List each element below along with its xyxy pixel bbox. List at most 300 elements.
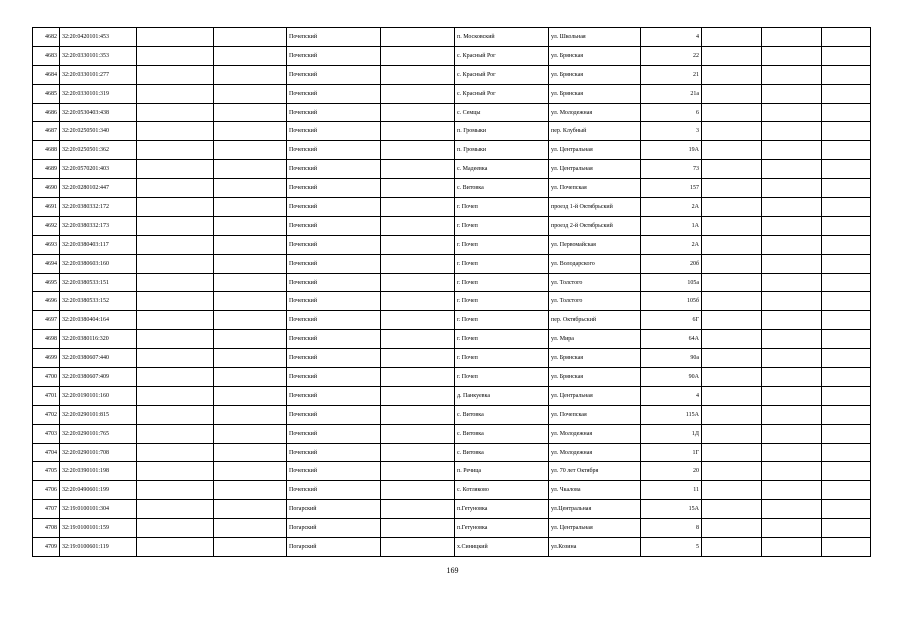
empty-cell: [702, 349, 762, 368]
empty-cell: [214, 330, 287, 349]
cadastral-number-cell: 32:20:0490601:199: [60, 481, 137, 500]
table-row: [33, 405, 871, 424]
street-cell: ул. Чкалова: [549, 481, 641, 500]
empty-cell: [702, 443, 762, 462]
empty-cell: [762, 424, 822, 443]
row-number-cell: 4705: [33, 462, 60, 481]
empty-cell: [822, 424, 871, 443]
cadastral-number-cell: 32:19:0100601:119: [60, 538, 137, 557]
cadastral-number-cell: 32:20:0390101:198: [60, 462, 137, 481]
empty-cell: [137, 141, 214, 160]
district-cell: Почепский: [287, 254, 381, 273]
empty-cell: [762, 103, 822, 122]
empty-cell: [762, 481, 822, 500]
house-number-cell: 1Д: [641, 424, 702, 443]
empty-cell: [822, 28, 871, 47]
row-number-cell: 4691: [33, 198, 60, 217]
settlement-cell: с. Витовка: [455, 179, 549, 198]
empty-cell: [381, 273, 455, 292]
empty-cell: [137, 122, 214, 141]
table-row: [33, 103, 871, 122]
empty-cell: [702, 198, 762, 217]
empty-cell: [214, 292, 287, 311]
empty-cell: [762, 84, 822, 103]
cadastral-number-cell: 32:20:0290101:708: [60, 443, 137, 462]
house-number-cell: 105б: [641, 292, 702, 311]
row-number-cell: 4683: [33, 46, 60, 65]
table-row: [33, 330, 871, 349]
district-cell: Почепский: [287, 179, 381, 198]
empty-cell: [137, 368, 214, 387]
house-number-cell: 22: [641, 46, 702, 65]
empty-cell: [381, 443, 455, 462]
district-cell: Почепский: [287, 330, 381, 349]
empty-cell: [822, 141, 871, 160]
house-number-cell: 21а: [641, 84, 702, 103]
settlement-cell: г. Почеп: [455, 292, 549, 311]
empty-cell: [214, 254, 287, 273]
empty-cell: [702, 386, 762, 405]
empty-cell: [762, 198, 822, 217]
empty-cell: [214, 386, 287, 405]
settlement-cell: с. Витовка: [455, 443, 549, 462]
district-cell: Почепский: [287, 368, 381, 387]
empty-cell: [381, 481, 455, 500]
row-number-cell: 4692: [33, 216, 60, 235]
cadastral-number-cell: 32:20:0380533:152: [60, 292, 137, 311]
empty-cell: [702, 84, 762, 103]
settlement-cell: с. Красный Рог: [455, 84, 549, 103]
empty-cell: [762, 405, 822, 424]
cadastral-number-cell: 32:20:0330101:319: [60, 84, 137, 103]
empty-cell: [214, 405, 287, 424]
house-number-cell: 6: [641, 103, 702, 122]
empty-cell: [822, 273, 871, 292]
house-number-cell: 1Г: [641, 443, 702, 462]
empty-cell: [214, 216, 287, 235]
empty-cell: [762, 292, 822, 311]
empty-cell: [822, 462, 871, 481]
street-cell: ул. Мира: [549, 330, 641, 349]
empty-cell: [822, 179, 871, 198]
district-cell: Почепский: [287, 235, 381, 254]
street-cell: ул. Центральная: [549, 160, 641, 179]
empty-cell: [137, 386, 214, 405]
settlement-cell: д. Панкуевка: [455, 386, 549, 405]
row-number-cell: 4699: [33, 349, 60, 368]
empty-cell: [702, 46, 762, 65]
street-cell: ул. Брянская: [549, 84, 641, 103]
house-number-cell: 11: [641, 481, 702, 500]
cadastral-number-cell: 32:20:0250501:362: [60, 141, 137, 160]
street-cell: ул. Молодежная: [549, 103, 641, 122]
empty-cell: [762, 235, 822, 254]
row-number-cell: 4689: [33, 160, 60, 179]
empty-cell: [381, 235, 455, 254]
empty-cell: [702, 273, 762, 292]
empty-cell: [822, 216, 871, 235]
house-number-cell: 115А: [641, 405, 702, 424]
empty-cell: [702, 122, 762, 141]
empty-cell: [137, 84, 214, 103]
settlement-cell: п.Гетуновка: [455, 500, 549, 519]
empty-cell: [214, 311, 287, 330]
empty-cell: [762, 443, 822, 462]
table-row: [33, 311, 871, 330]
empty-cell: [137, 273, 214, 292]
settlement-cell: г. Почеп: [455, 368, 549, 387]
house-number-cell: 19А: [641, 141, 702, 160]
district-cell: Почепский: [287, 103, 381, 122]
empty-cell: [822, 65, 871, 84]
street-cell: проезд 1-й Октябрьский: [549, 198, 641, 217]
empty-cell: [822, 198, 871, 217]
empty-cell: [822, 254, 871, 273]
settlement-cell: г. Почеп: [455, 330, 549, 349]
empty-cell: [137, 405, 214, 424]
house-number-cell: 3: [641, 122, 702, 141]
empty-cell: [214, 368, 287, 387]
row-number-cell: 4688: [33, 141, 60, 160]
table-row: [33, 198, 871, 217]
data-table: [32, 27, 871, 557]
table-row: [33, 538, 871, 557]
empty-cell: [137, 65, 214, 84]
empty-cell: [214, 481, 287, 500]
empty-cell: [702, 500, 762, 519]
district-cell: Почепский: [287, 311, 381, 330]
empty-cell: [762, 519, 822, 538]
empty-cell: [381, 538, 455, 557]
district-cell: Почепский: [287, 198, 381, 217]
cadastral-number-cell: 32:20:0380533:151: [60, 273, 137, 292]
row-number-cell: 4703: [33, 424, 60, 443]
empty-cell: [214, 273, 287, 292]
empty-cell: [822, 481, 871, 500]
empty-cell: [822, 122, 871, 141]
empty-cell: [702, 292, 762, 311]
row-number-cell: 4709: [33, 538, 60, 557]
settlement-cell: х.Синицкий: [455, 538, 549, 557]
empty-cell: [762, 46, 822, 65]
empty-cell: [762, 122, 822, 141]
settlement-cell: п. Громыки: [455, 141, 549, 160]
district-cell: Погарский: [287, 538, 381, 557]
row-number-cell: 4700: [33, 368, 60, 387]
empty-cell: [137, 28, 214, 47]
street-cell: ул. Центральная: [549, 386, 641, 405]
empty-cell: [137, 103, 214, 122]
row-number-cell: 4696: [33, 292, 60, 311]
empty-cell: [214, 443, 287, 462]
empty-cell: [381, 311, 455, 330]
empty-cell: [137, 424, 214, 443]
empty-cell: [702, 462, 762, 481]
settlement-cell: с. Семцы: [455, 103, 549, 122]
empty-cell: [214, 179, 287, 198]
empty-cell: [822, 160, 871, 179]
settlement-cell: с. Витовка: [455, 424, 549, 443]
empty-cell: [702, 216, 762, 235]
empty-cell: [137, 500, 214, 519]
empty-cell: [822, 292, 871, 311]
empty-cell: [381, 122, 455, 141]
empty-cell: [381, 405, 455, 424]
empty-cell: [702, 368, 762, 387]
empty-cell: [137, 519, 214, 538]
street-cell: ул. Брянская: [549, 46, 641, 65]
row-number-cell: 4695: [33, 273, 60, 292]
empty-cell: [381, 28, 455, 47]
empty-cell: [214, 28, 287, 47]
empty-cell: [381, 386, 455, 405]
table-row: [33, 349, 871, 368]
district-cell: Почепский: [287, 405, 381, 424]
table-row: [33, 481, 871, 500]
empty-cell: [702, 424, 762, 443]
empty-cell: [822, 386, 871, 405]
street-cell: ул. 70 лет Октября: [549, 462, 641, 481]
district-cell: Почепский: [287, 424, 381, 443]
empty-cell: [702, 160, 762, 179]
empty-cell: [137, 538, 214, 557]
settlement-cell: с. Красный Рог: [455, 65, 549, 84]
empty-cell: [137, 235, 214, 254]
empty-cell: [702, 538, 762, 557]
empty-cell: [214, 462, 287, 481]
empty-cell: [702, 103, 762, 122]
table-row: [33, 160, 871, 179]
empty-cell: [702, 179, 762, 198]
table-row: [33, 141, 871, 160]
district-cell: Почепский: [287, 386, 381, 405]
empty-cell: [762, 311, 822, 330]
street-cell: ул. Почепская: [549, 179, 641, 198]
settlement-cell: г. Почеп: [455, 198, 549, 217]
empty-cell: [137, 254, 214, 273]
table-row: [33, 386, 871, 405]
empty-cell: [702, 481, 762, 500]
cadastral-number-cell: 32:20:0380603:160: [60, 254, 137, 273]
street-cell: ул. Центральная: [549, 519, 641, 538]
district-cell: Почепский: [287, 46, 381, 65]
empty-cell: [137, 349, 214, 368]
empty-cell: [762, 179, 822, 198]
settlement-cell: с. Витовка: [455, 405, 549, 424]
settlement-cell: с. Мадеевка: [455, 160, 549, 179]
district-cell: Почепский: [287, 216, 381, 235]
district-cell: Почепский: [287, 462, 381, 481]
empty-cell: [381, 141, 455, 160]
table-row: [33, 500, 871, 519]
empty-cell: [702, 311, 762, 330]
empty-cell: [214, 424, 287, 443]
empty-cell: [214, 538, 287, 557]
table-row: [33, 122, 871, 141]
empty-cell: [702, 254, 762, 273]
row-number-cell: 4706: [33, 481, 60, 500]
cadastral-number-cell: 32:20:0250501:340: [60, 122, 137, 141]
empty-cell: [137, 46, 214, 65]
empty-cell: [762, 386, 822, 405]
row-number-cell: 4693: [33, 235, 60, 254]
table-row: [33, 254, 871, 273]
empty-cell: [822, 349, 871, 368]
street-cell: пер. Клубный: [549, 122, 641, 141]
house-number-cell: 20: [641, 462, 702, 481]
street-cell: ул. Толстого: [549, 292, 641, 311]
cadastral-number-cell: 32:20:0380404:164: [60, 311, 137, 330]
street-cell: ул. Брянская: [549, 65, 641, 84]
empty-cell: [214, 198, 287, 217]
table-row: [33, 235, 871, 254]
empty-cell: [381, 254, 455, 273]
district-cell: Почепский: [287, 349, 381, 368]
empty-cell: [762, 462, 822, 481]
table-row: [33, 292, 871, 311]
empty-cell: [214, 46, 287, 65]
district-cell: Почепский: [287, 481, 381, 500]
house-number-cell: 21: [641, 65, 702, 84]
cadastral-number-cell: 32:20:0420101:453: [60, 28, 137, 47]
empty-cell: [214, 65, 287, 84]
empty-cell: [137, 198, 214, 217]
empty-cell: [702, 330, 762, 349]
district-cell: Почепский: [287, 65, 381, 84]
empty-cell: [214, 122, 287, 141]
cadastral-number-cell: 32:20:0380332:173: [60, 216, 137, 235]
empty-cell: [822, 368, 871, 387]
house-number-cell: 4: [641, 386, 702, 405]
empty-cell: [214, 519, 287, 538]
empty-cell: [137, 292, 214, 311]
empty-cell: [762, 141, 822, 160]
empty-cell: [822, 500, 871, 519]
empty-cell: [822, 235, 871, 254]
street-cell: ул. Толстого: [549, 273, 641, 292]
house-number-cell: 20б: [641, 254, 702, 273]
street-cell: ул. Володарского: [549, 254, 641, 273]
settlement-cell: г. Почеп: [455, 235, 549, 254]
empty-cell: [381, 65, 455, 84]
empty-cell: [762, 254, 822, 273]
street-cell: ул. Брянская: [549, 349, 641, 368]
empty-cell: [381, 349, 455, 368]
page-number: 169: [446, 566, 459, 575]
settlement-cell: п. Громыки: [455, 122, 549, 141]
cadastral-number-cell: 32:20:0190101:160: [60, 386, 137, 405]
empty-cell: [381, 500, 455, 519]
row-number-cell: 4697: [33, 311, 60, 330]
settlement-cell: г. Почеп: [455, 349, 549, 368]
house-number-cell: 157: [641, 179, 702, 198]
house-number-cell: 90а: [641, 349, 702, 368]
district-cell: Почепский: [287, 28, 381, 47]
table-row: [33, 28, 871, 47]
district-cell: Почепский: [287, 292, 381, 311]
row-number-cell: 4687: [33, 122, 60, 141]
street-cell: пер. Октябрьский: [549, 311, 641, 330]
empty-cell: [381, 424, 455, 443]
street-cell: ул. Молодежная: [549, 424, 641, 443]
empty-cell: [822, 519, 871, 538]
house-number-cell: 105а: [641, 273, 702, 292]
cadastral-number-cell: 32:20:0380403:117: [60, 235, 137, 254]
empty-cell: [702, 519, 762, 538]
street-cell: проезд 2-й Октябрьский: [549, 216, 641, 235]
table-row: [33, 65, 871, 84]
house-number-cell: 6Г: [641, 311, 702, 330]
empty-cell: [762, 28, 822, 47]
house-number-cell: 64А: [641, 330, 702, 349]
empty-cell: [214, 500, 287, 519]
table-row: [33, 273, 871, 292]
cadastral-number-cell: 32:20:0290101:765: [60, 424, 137, 443]
cadastral-number-cell: 32:20:0280102:447: [60, 179, 137, 198]
empty-cell: [381, 160, 455, 179]
empty-cell: [762, 330, 822, 349]
empty-cell: [822, 405, 871, 424]
table-row: [33, 462, 871, 481]
empty-cell: [822, 103, 871, 122]
empty-cell: [381, 216, 455, 235]
street-cell: ул. Центральная: [549, 141, 641, 160]
cadastral-number-cell: 32:19:0100101:304: [60, 500, 137, 519]
settlement-cell: с. Красный Рог: [455, 46, 549, 65]
district-cell: Почепский: [287, 141, 381, 160]
cadastral-number-cell: 32:19:0100101:159: [60, 519, 137, 538]
empty-cell: [381, 46, 455, 65]
settlement-cell: п.Гетуновка: [455, 519, 549, 538]
settlement-cell: г. Почеп: [455, 273, 549, 292]
row-number-cell: 4707: [33, 500, 60, 519]
empty-cell: [762, 500, 822, 519]
empty-cell: [822, 538, 871, 557]
row-number-cell: 4684: [33, 65, 60, 84]
empty-cell: [381, 292, 455, 311]
empty-cell: [381, 198, 455, 217]
row-number-cell: 4698: [33, 330, 60, 349]
cadastral-number-cell: 32:20:0380116:320: [60, 330, 137, 349]
table-row: [33, 216, 871, 235]
district-cell: Почепский: [287, 273, 381, 292]
house-number-cell: 2А: [641, 198, 702, 217]
table-row: [33, 46, 871, 65]
row-number-cell: 4704: [33, 443, 60, 462]
empty-cell: [702, 141, 762, 160]
empty-cell: [702, 28, 762, 47]
empty-cell: [137, 216, 214, 235]
street-cell: ул. Первомайская: [549, 235, 641, 254]
cadastral-number-cell: 32:20:0330101:353: [60, 46, 137, 65]
row-number-cell: 4690: [33, 179, 60, 198]
empty-cell: [762, 538, 822, 557]
empty-cell: [214, 235, 287, 254]
table-row: [33, 443, 871, 462]
empty-cell: [214, 84, 287, 103]
cadastral-number-cell: 32:20:0380607:440: [60, 349, 137, 368]
empty-cell: [822, 84, 871, 103]
empty-cell: [214, 141, 287, 160]
district-cell: Погарский: [287, 500, 381, 519]
district-cell: Почепский: [287, 443, 381, 462]
empty-cell: [381, 462, 455, 481]
settlement-cell: г. Почеп: [455, 216, 549, 235]
empty-cell: [137, 179, 214, 198]
empty-cell: [137, 160, 214, 179]
house-number-cell: 15А: [641, 500, 702, 519]
empty-cell: [214, 160, 287, 179]
